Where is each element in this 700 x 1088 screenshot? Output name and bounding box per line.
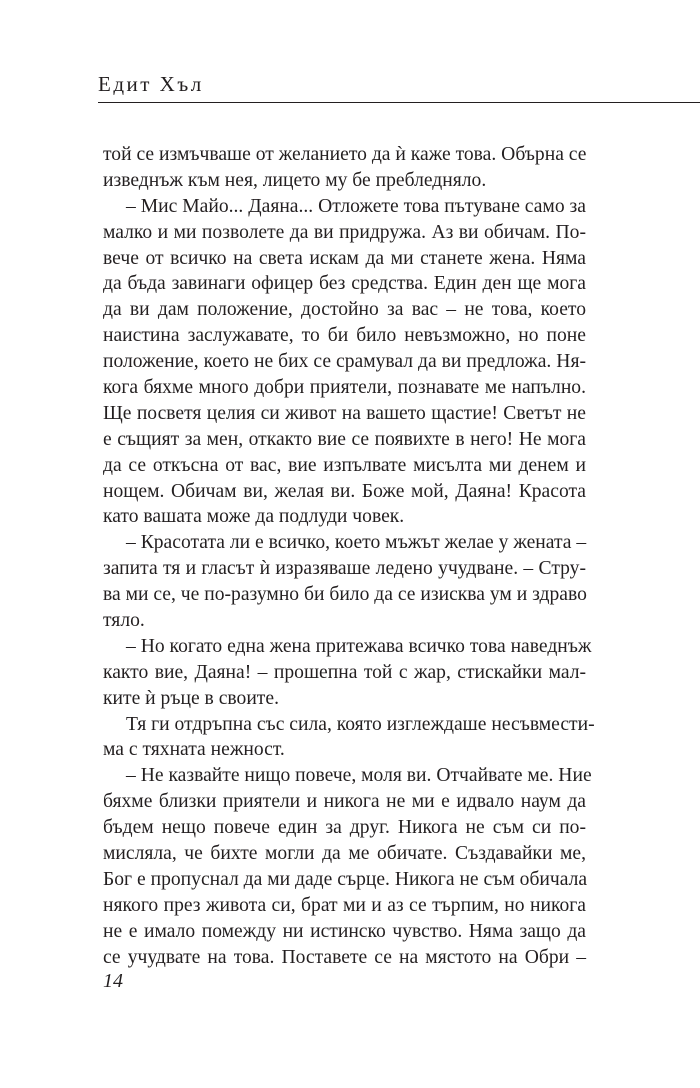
text-line: да ви дам положение, достойно за вас – не това, което (103, 299, 586, 321)
text-line: той се измъчваше от желанието да ѝ каже това. Обърна се (103, 144, 587, 165)
text-line: малко и ми позволете да ви придружа. Аз ви обичам. По- (103, 221, 586, 243)
text-line: вече от всичко на света искам да ми станете жена. Няма (103, 247, 586, 269)
text-line: – Не казвайте нищо повече, моля ви. Отчайвате ме. Ние (126, 765, 592, 787)
text-line: да бъда завинаги офицер без средства. Един ден ще мога (103, 273, 586, 295)
text-line: Бог е пропуснал да ми даде сърце. Никога не съм обичала (103, 868, 588, 890)
text-line: се учудвате на това. Поставете се на мястото на Обри – (103, 946, 586, 968)
text-line: тяло. (103, 610, 145, 632)
text-line: ва ми се, че по-разумно би било да се изисква ум и здраво (103, 584, 587, 606)
text-line: бяхме близки приятели и никога не ми е идвало наум да (103, 791, 586, 813)
running-header-author: Едит Хъл (98, 72, 204, 96)
text-line: – Красотата ли е всичко, което мъжът желае у жената – (126, 532, 587, 554)
text-line: – Мис Майо... Даяна... Отложете това пътуване само за (126, 195, 586, 217)
text-line: Тя ги отдръпна със сила, която изглеждаше несъвмести- (126, 713, 595, 735)
text-line: мисляла, че бихте могли да ме обичате. Създавайки ме, (103, 843, 586, 865)
text-line: нощем. Обичам ви, желая ви. Боже мой, Даяна! Красота (103, 480, 586, 502)
text-line: кога бяхме много добри приятели, познавате ме напълно. (103, 377, 586, 399)
text-line: не е имало помежду ни истинско чувство. Няма защо да (103, 920, 586, 942)
header-rule (98, 102, 700, 103)
text-line: като вашата може да подлуди човек. (103, 506, 405, 528)
page-number: 14 (103, 970, 123, 992)
text-line: Ще посветя целия си живот на вашето щастие! Светът не (103, 402, 586, 424)
text-line: наистина заслужавате, то би било невъзможно, но поне (103, 325, 586, 347)
text-line: бъдем нещо повече един за друг. Никога не съм си по- (103, 817, 586, 839)
text-line: запита тя и гласът ѝ изразяваше ледено учудване. – Стру- (103, 558, 586, 580)
text-line: е същият за мен, откакто вие се появихте в него! Не мога (103, 428, 586, 450)
text-line: както вие, Даяна! – прошепна той с жар, стискайки мал- (103, 661, 586, 683)
text-line: положение, което не бих се срамувал да ви предложа. Ня- (103, 351, 586, 373)
text-line: някого през живота си, брат ми и аз се търпим, но никога (103, 894, 586, 916)
body-text (103, 142, 595, 971)
text-line: ма с тяхната нежност. (103, 739, 285, 761)
text-line: – Но когато една жена притежава всичко това наведнъж (126, 635, 592, 657)
text-line: ките ѝ ръце в своите. (103, 687, 279, 709)
text-line: изведнъж към нея, лицето му бе пребледняло. (103, 169, 487, 191)
text-line: да се откъсна от вас, вие изпълвате мисълта ми денем и (103, 454, 586, 476)
